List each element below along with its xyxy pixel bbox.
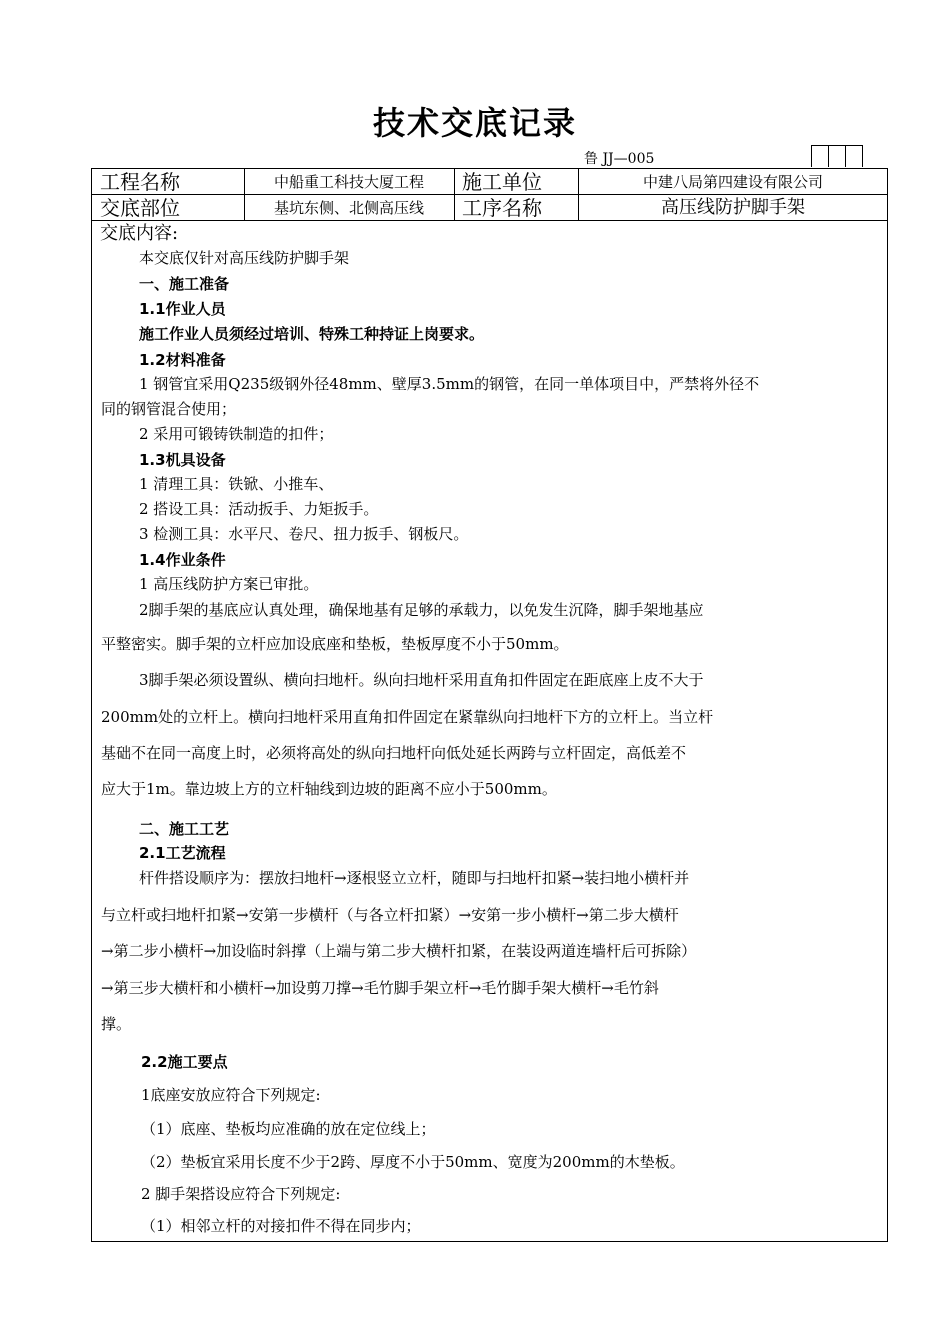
number-box [846,145,863,167]
subsection-heading: 1.1作业人员 [139,300,226,318]
paragraph-line: 200mm处的立杆上。横向扫地杆采用直角扣件固定在紧靠纵向扫地杆下方的立杆上。当立杆 [101,708,714,726]
intro-text: 本交底仅针对高压线防护脚手架 [139,249,350,267]
construction-unit-value: 中建八局第四建设有限公司 [642,173,823,191]
paragraph-line: 平整密实。脚手架的立杆应加设底座和垫板，垫板厚度不小于50mm。 [101,635,569,653]
subsection-heading: 1.3机具设备 [139,451,226,469]
subsection-heading: 1.4作业条件 [139,551,226,569]
paragraph-line: 基础不在同一高度上时，必须将高处的纵向扫地杆向低处延长两跨与立杆固定，高低差不 [101,744,687,762]
number-box [829,145,846,167]
paragraph-line: 1底座安放应符合下列规定: [141,1086,321,1104]
paragraph-line: （1）底座、垫板均应准确的放在定位线上； [141,1120,436,1138]
paragraph-line: →第三步大横杆和小横杆→加设剪刀撑→毛竹脚手架立杆→毛竹脚手架大横杆→毛竹斜 [101,979,659,997]
location-label: 交底部位 [100,196,180,220]
paragraph-line: 3 检测工具：水平尺、卷尺、扭力扳手、钢板尺。 [139,525,469,543]
paragraph-line: 与立杆或扫地杆扣紧→安第一步横杆（与各立杆扣紧）→安第一步小横杆→第二步大横杆 [101,906,679,924]
number-box [812,145,829,167]
paragraph-line: 应大于1m。靠边坡上方的立杆轴线到边坡的距离不应小于500mm。 [101,780,557,798]
paragraph-line: 1 钢管宜采用Q235级钢外径48mm、壁厚3.5mm的钢管，在同一单体项目中，严禁将外径不 [139,375,760,393]
paragraph-line: 施工作业人员须经过培训、特殊工种持证上岗要求。 [139,325,485,343]
document-title: 技术交底记录 [372,104,577,142]
paragraph-line: 同的钢管混合使用； [101,400,237,418]
content-label: 交底内容: [100,223,179,244]
paragraph-line: 杆件搭设顺序为：摆放扫地杆→逐根竖立立杆，随即与扫地杆扣紧→装扫地小横杆并 [139,869,690,887]
subsection-heading: 2.1工艺流程 [139,844,226,862]
number-boxes [811,145,863,167]
section-heading: 一、施工准备 [139,275,230,293]
paragraph-line: 1 清理工具：铁锨、小推车、 [139,475,334,493]
project-name-label: 工程名称 [100,170,180,194]
paragraph-line: 撑。 [101,1015,132,1033]
paragraph-line: 2 搭设工具：活动扳手、力矩扳手。 [139,500,379,518]
paragraph-line: （1）相邻立杆的对接扣件不得在同步内； [141,1217,421,1235]
project-name-value: 中船重工科技大厦工程 [273,173,424,191]
construction-unit-label: 施工单位 [462,170,542,194]
paragraph-line: →第二步小横杆→加设临时斜撑（上端与第二步大横杆扣紧，在装设两道连墙杆后可拆除） [101,942,697,960]
subsection-heading: 1.2材料准备 [139,351,226,369]
paragraph-line: 2 脚手架搭设应符合下列规定: [141,1185,341,1203]
paragraph-line: 2 采用可锻铸铁制造的扣件； [139,425,334,443]
process-value: 高压线防护脚手架 [661,197,805,218]
paragraph-line: 2脚手架的基底应认真处理，确保地基有足够的承载力，以免发生沉降，脚手架地基应 [139,601,704,619]
column-divider [454,169,455,221]
location-value: 基坑东侧、北侧高压线 [273,199,424,217]
paragraph-line: 3脚手架必须设置纵、横向扫地杆。纵向扫地杆采用直角扣件固定在距底座上皮不大于 [139,671,704,689]
process-label: 工序名称 [462,196,542,220]
paragraph-line: （2）垫板宜采用长度不少于2跨、厚度不小于50mm、宽度为200mm的木垫板。 [141,1153,685,1171]
paragraph-line: 1 高压线防护方案已审批。 [139,575,319,593]
record-table [91,168,888,1242]
section-heading: 二、施工工艺 [139,820,230,838]
document-number: 鲁 JJ—005 [584,151,655,167]
subsection-heading: 2.2施工要点 [141,1053,228,1071]
